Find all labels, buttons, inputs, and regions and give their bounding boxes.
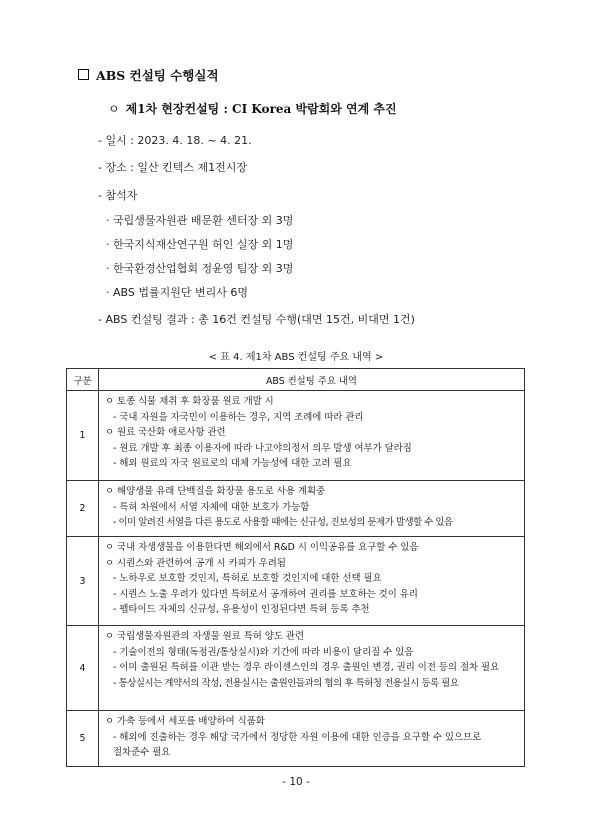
row-content: [99, 711, 525, 767]
row-number: 1: [67, 391, 99, 481]
row-line: - 해외 원료의 자국 원료로의 대체 가능성에 대한 고려 필요: [113, 458, 352, 469]
row-content: [99, 481, 525, 537]
row-line: ㅇ 국내 자생생물을 이용한다면 해외에서 R&D 시 이익공유를 요구할 수 있음: [105, 542, 419, 553]
row-line: - 펩타이드 자체의 신규성, 유용성이 인정된다면 특허 등록 추천: [113, 604, 370, 615]
row-number: 2: [67, 481, 99, 537]
row-number: 5: [67, 711, 99, 767]
subsection-title-row: [108, 100, 397, 117]
table-row: [67, 537, 525, 626]
header-category: 구분: [67, 369, 99, 391]
circle-bullet-icon: ㅇ: [108, 102, 120, 116]
attendee-item: · 한국지식재산연구원 허인 실장 외 1명: [106, 238, 294, 251]
row-line: ㅇ 시퀀스와 관련하여 공개 시 카피가 우려됨: [105, 557, 286, 569]
attendee-item: · 한국환경산업협회 정윤영 팀장 외 3명: [106, 262, 294, 275]
attendee-item: · 국립생물자원관 배문환 센터장 외 3명: [106, 214, 294, 227]
row-line: - 노하우로 보호할 것인지, 특허로 보호할 것인지에 대한 선택 필요: [113, 573, 382, 584]
row-content: [99, 391, 525, 481]
section-title: ABS 컨설팅 수행실적: [96, 68, 219, 83]
attendee-item: · ABS 법률지원단 변리사 6명: [106, 286, 248, 299]
row-line: - 해외에 진출하는 경우 해당 국가에서 정당한 자원 이용에 대한 인증을 요구할 수 있으므로 절차준수 필요: [113, 731, 482, 758]
row-number: 4: [67, 626, 99, 711]
row-content: [99, 537, 525, 626]
row-line: - 통상실시는 계약서의 작성, 전용실시는 출원인들과의 협의 후 특허청 전용실시 등록 필요: [113, 677, 459, 689]
row-line: - 기술이전의 형태(독점권/통상실시)와 기간에 따라 비용이 달리질 수 있음: [113, 646, 414, 658]
table-row: [67, 391, 525, 481]
header-details: ABS 컨설팅 주요 내역: [99, 369, 525, 391]
row-line: - 이미 출원된 특허를 이관 받는 경우 라이센스인의 경우 출원인 변경, 권리 이전 등의 절차 필요: [113, 662, 500, 673]
row-line: - 국내 자원을 자국민이 이용하는 경우, 지역 조례에 따라 관리: [113, 411, 364, 423]
table-header-row: [67, 369, 525, 391]
table-row: [67, 481, 525, 537]
row-content: [99, 626, 525, 711]
page-number: - 10 -: [282, 776, 310, 788]
detail-result: - ABS 컨설팅 결과 : 총 16건 컨설팅 수행(대면 15건, 비대면 1건): [98, 313, 415, 326]
row-line: - 이미 알려진 서열을 다른 용도로 사용할 때에는 신규성, 진보성의 문제가 발생할 수 있음: [113, 517, 453, 528]
consulting-table: [66, 368, 525, 767]
detail-place: - 장소 : 일산 킨텍스 제1전시장: [98, 161, 248, 174]
checkbox-square-icon: [78, 69, 89, 80]
row-line: ㅇ 국립생물자원관의 자생물 원료 특허 양도 관련: [105, 631, 305, 642]
row-line: ㅇ 원료 국산화 애로사항 관련: [105, 427, 226, 438]
table-caption: < 표 4. 제1차 ABS 컨설팅 주요 내역 >: [208, 352, 384, 363]
table-row: [67, 711, 525, 767]
row-line: - 원료 개발 후 최종 이용자에 따라 나고야의정서 의무 발생 여부가 달라짐: [113, 442, 412, 454]
detail-date: - 일시 : 2023. 4. 18. ~ 4. 21.: [98, 134, 252, 147]
row-line: - 시퀀스 노출 우려가 있다면 특허로서 공개하여 권리를 보호하는 것이 유리: [113, 588, 418, 600]
row-line: ㅇ 가축 등에서 세포를 배양하여 식품화: [105, 716, 265, 727]
row-line: - 특허 차원에서 서열 자체에 대한 보호가 가능함: [113, 501, 310, 513]
detail-attendees-label: - 참석자: [98, 189, 138, 202]
table-row: [67, 626, 525, 711]
row-number: 3: [67, 537, 99, 626]
row-line: ㅇ 해양생물 유래 단백질을 화장품 용도로 사용 계획중: [105, 486, 326, 497]
subsection-title: 제1차 현장컨설팅 : CI Korea 박람회와 연계 추진: [125, 102, 397, 116]
row-line: ㅇ 토종 식물 채취 후 화장품 원료 개발 시: [105, 396, 274, 407]
